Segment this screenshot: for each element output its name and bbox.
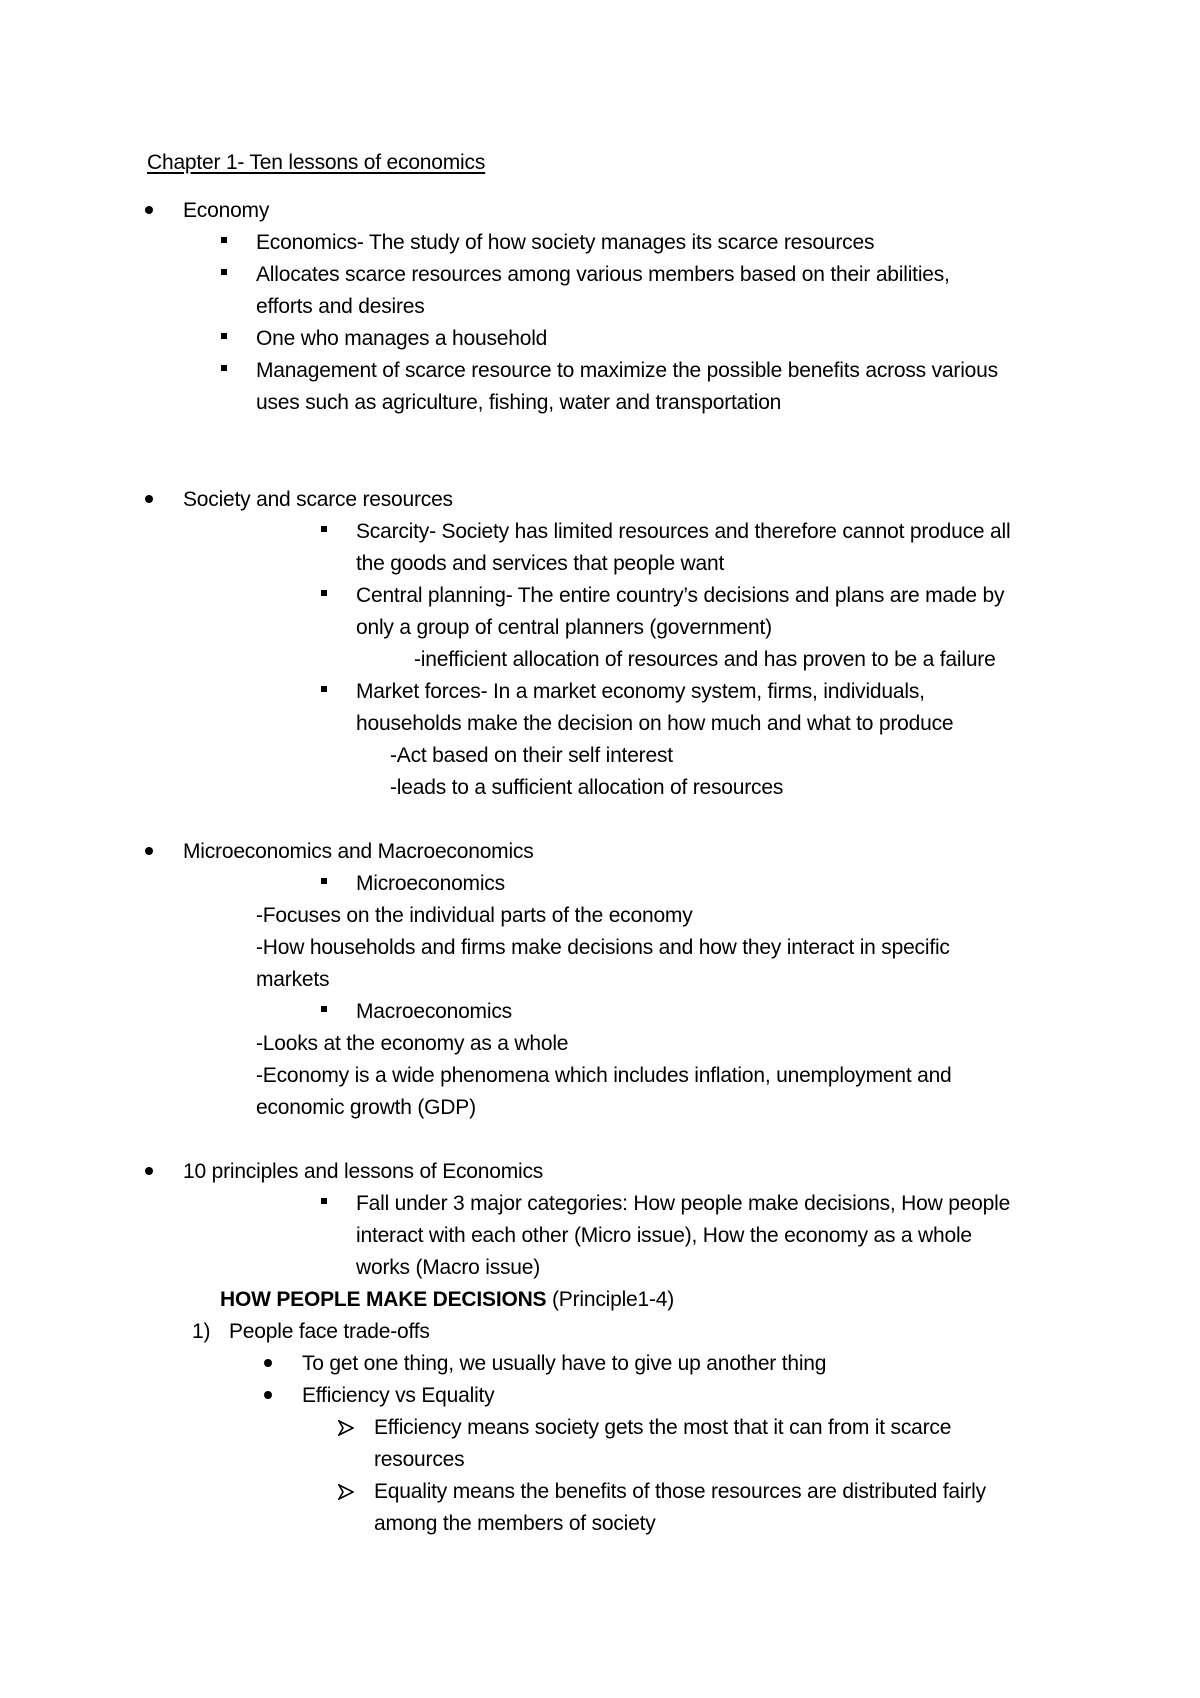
list-note: -Focuses on the individual parts of the economy <box>256 904 693 927</box>
list-item: Central planning- The entire country’s decisions and plans are made by <box>356 584 1005 607</box>
numbered-marker: 1) <box>192 1320 211 1343</box>
list-note-continued: economic growth (GDP) <box>256 1096 476 1119</box>
list-item: Market forces- In a market economy system, firms, individuals, <box>356 680 925 703</box>
subheading <box>220 1285 674 1315</box>
square-bullet-icon <box>321 1006 327 1012</box>
square-bullet-icon <box>321 590 327 596</box>
square-bullet-icon <box>221 365 227 371</box>
list-item-continued: uses such as agriculture, fishing, water and transportation <box>256 391 782 414</box>
square-bullet-icon <box>321 686 327 692</box>
section-heading-economy: Economy <box>183 199 270 222</box>
bullet-dot-icon <box>145 206 153 214</box>
list-item: Efficiency means society gets the most that it can from it scarce <box>374 1416 952 1439</box>
bullet-dot-icon <box>264 1391 272 1399</box>
list-item-continued: the goods and services that people want <box>356 552 725 575</box>
section-heading-micro-macro: Microeconomics and Macroeconomics <box>183 840 534 863</box>
list-item-continued: efforts and desires <box>256 295 425 318</box>
numbered-item: People face trade-offs <box>229 1320 430 1343</box>
list-item-continued: interact with each other (Micro issue), How the economy as a whole <box>356 1224 972 1247</box>
arrow-bullet-icon <box>338 1484 354 1500</box>
bullet-dot-icon <box>145 1167 153 1175</box>
list-item-continued: resources <box>374 1448 465 1471</box>
list-item: Scarcity- Society has limited resources and therefore cannot produce all <box>356 520 1011 543</box>
square-bullet-icon <box>221 269 227 275</box>
list-item: Equality means the benefits of those resources are distributed fairly <box>374 1480 986 1503</box>
list-note: -inefficient allocation of resources and has proven to be a failure <box>414 648 996 671</box>
square-bullet-icon <box>321 1198 327 1204</box>
arrow-bullet-icon <box>338 1420 354 1436</box>
section-heading-principles: 10 principles and lessons of Economics <box>183 1160 544 1183</box>
bullet-dot-icon <box>264 1359 272 1367</box>
section-heading-society: Society and scarce resources <box>183 488 453 511</box>
list-item-continued: only a group of central planners (government) <box>356 616 772 639</box>
list-item-continued: works (Macro issue) <box>356 1256 541 1279</box>
list-item: Efficiency vs Equality <box>302 1384 495 1407</box>
square-bullet-icon <box>221 333 227 339</box>
square-bullet-icon <box>221 237 227 243</box>
list-item: Management of scarce resource to maximize the possible benefits across various <box>256 359 998 382</box>
bullet-dot-icon <box>145 495 153 503</box>
list-note: -Economy is a wide phenomena which includes inflation, unemployment and <box>256 1064 952 1087</box>
square-bullet-icon <box>321 878 327 884</box>
list-item: Allocates scarce resources among various members based on their abilities, <box>256 263 950 286</box>
list-item-continued: among the members of society <box>374 1512 656 1535</box>
list-item: Economics- The study of how society manages its scarce resources <box>256 231 875 254</box>
list-note: -leads to a sufficient allocation of resources <box>390 776 784 799</box>
list-item-continued: households make the decision on how much and what to produce <box>356 712 954 735</box>
list-item: One who manages a household <box>256 327 548 350</box>
bullet-dot-icon <box>145 847 153 855</box>
list-item: Macroeconomics <box>356 1000 512 1023</box>
list-item: Fall under 3 major categories: How people make decisions, How people <box>356 1192 1011 1215</box>
list-note: -Act based on their self interest <box>390 744 673 767</box>
list-item: To get one thing, we usually have to give up another thing <box>302 1352 827 1375</box>
list-note-continued: markets <box>256 968 330 991</box>
list-note: -How households and firms make decisions and how they interact in specific <box>256 936 950 959</box>
subheading-range: (Principle1-4) <box>546 1288 675 1311</box>
page-title: Chapter 1- Ten lessons of economics <box>147 151 486 174</box>
list-note: -Looks at the economy as a whole <box>256 1032 569 1055</box>
subheading-bold: HOW PEOPLE MAKE DECISIONS <box>220 1288 547 1311</box>
list-item: Microeconomics <box>356 872 505 895</box>
square-bullet-icon <box>321 526 327 532</box>
